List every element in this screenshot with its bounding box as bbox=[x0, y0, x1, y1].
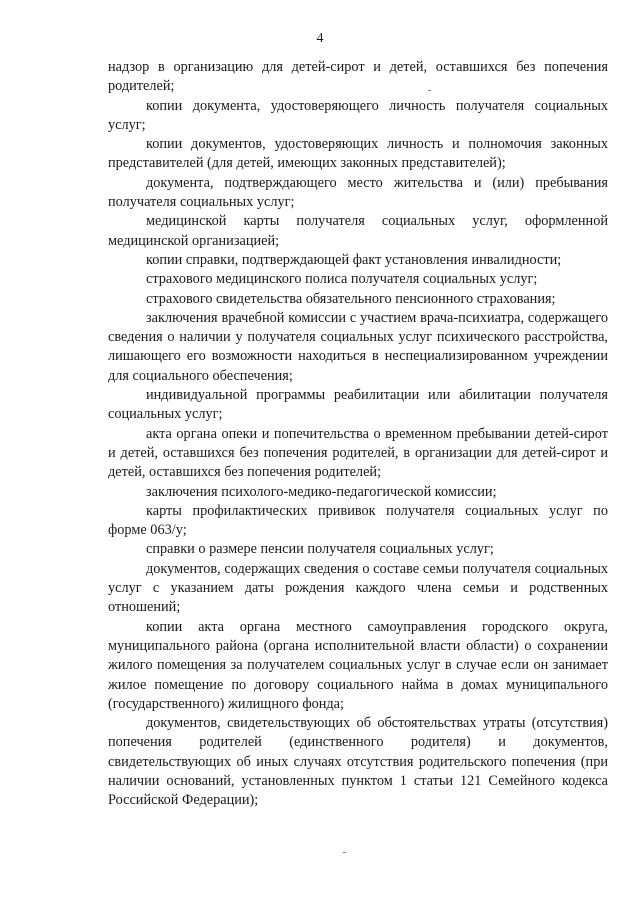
page-number: 4 bbox=[316, 31, 324, 46]
paragraph-8: страхового свидетельства обязательного пенсионного страхования; bbox=[146, 290, 556, 307]
paragraph-7: страхового медицинского полиса получателя социальных услуг; bbox=[146, 271, 538, 288]
paragraph-1: надзор в организацию для детей-сирот и детей, оставшихся без попечения родителей; bbox=[108, 59, 608, 95]
paragraph-10: индивидуальной программы реабилитации или абилитации получателя социальных услуг; bbox=[108, 387, 608, 423]
paragraph-14: справки о размере пенсии получателя социальных услуг; bbox=[146, 541, 494, 558]
paragraph-4: документа, подтверждающего место жительства и (или) пребывания получателя социальных услуг; bbox=[108, 174, 608, 211]
paragraph-2: копии документа, удостоверяющего личность получателя социальных услуг; bbox=[108, 97, 608, 133]
paragraph-11: акта органа опеки и попечительства о временном пребывании детей-сирот и детей, оставшихся без попечения родителей, в организации для детей-сирот и детей, оставшихся без попечения родителей; bbox=[108, 425, 608, 481]
document-body bbox=[108, 58, 608, 811]
paragraph-12: заключения психолого-медико-педагогической комиссии; bbox=[146, 483, 497, 500]
scan-speck bbox=[343, 852, 346, 853]
paragraph-6: копии справки, подтверждающей факт установления инвалидности; bbox=[146, 251, 562, 268]
paragraph-17: документов, свидетельствующих об обстоятельствах утраты (отсутствия) попечения родителей (единственного родителя) и документов, свидетельствующих об иных случаях отсутствия родительского попечения (при наличии оснований, установленных пунктом 1 статьи 121 Семейного кодекса Российской Федерации); bbox=[108, 715, 608, 809]
paragraph-9: заключения врачебной комиссии с участием врача-психиатра, содержащего сведения о наличии у получателя социальных услуг психического расстройства, лишающего его возможности находиться в неспециализированном учреждении для социального обеспечения; bbox=[108, 309, 608, 384]
paragraph-16: копии акта органа местного самоуправления городского округа, муниципального района (органа исполнительной власти области) о сохранении жилого помещения за получателем социальных услуг в случае если он занимает жилое помещение по договору социального найма в домах муниципального (государственного) жилищного фонда; bbox=[108, 618, 608, 712]
scan-speck bbox=[428, 90, 431, 91]
paragraph-5: медицинской карты получателя социальных услуг, оформленной медицинской организацией; bbox=[108, 213, 608, 249]
paragraph-3: копии документов, удостоверяющих личность и полномочия законных представителей (для детей, имеющих законных представителей); bbox=[108, 136, 608, 172]
paragraph-15: документов, содержащих сведения о составе семьи получателя социальных услуг с указанием даты рождения каждого члена семьи и родственных отношений; bbox=[108, 560, 608, 616]
paragraph-13: карты профилактических прививок получателя социальных услуг по форме 063/у; bbox=[108, 502, 608, 539]
